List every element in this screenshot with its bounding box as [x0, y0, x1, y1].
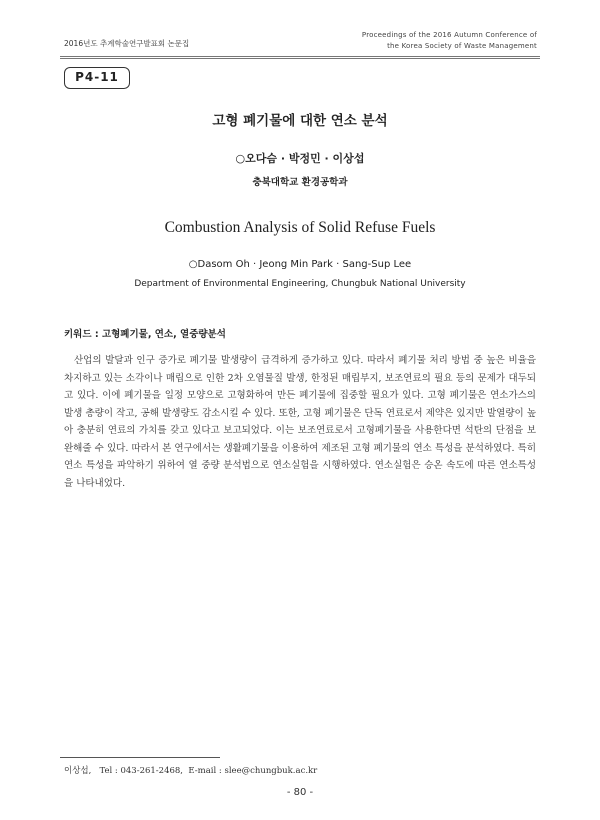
keywords: 키워드 : 고형폐기물, 연소, 열중량분석 [64, 329, 226, 340]
paper-id-badge: P4-11 [64, 67, 130, 89]
english-affiliation: Department of Environmental Engineering, Chungbuk National University [134, 279, 466, 289]
header-right-line1: Proceedings of the 2016 Autumn Conference of [361, 31, 537, 39]
footnote-divider [60, 757, 220, 758]
abstract-body: 산업의 발달과 인구 증가로 폐기물 발생량이 급격하게 증가하고 있다. 따라서 폐기물 처리 방법 중 높은 비율을 차지하고 있는 소각이나 매립으로 인한 2차 오염물질 발생, 한정된 매립부지, 보조연료의 필요 등의 문제가 대두되고 있다. 이에 폐기물을 일정 모양으로 고형화하여 만든 폐기물에 집중할 필요가 있다. 고형 폐기물은 연소가스의 발생 총량이 작고, 공해 발생량도 감소시킬 수 있다. 또한, 고형 폐기물은 단독 연료로서 제약은 있지만 발열량이 높아 충분히 연료의 가치를 갖고 있다고 보고되었다. 이는 보조연료로서 고형폐기물을 사용한다면 석탄의 단점을 보완해줄 수 있다. 따라서 본 연구에서는 생활폐기물을 이용하여 제조된 고형 폐기물의 연소 특성을 분석하였다. 특히 연소 특성을 파악하기 위하여 열 중량 분석법으로 연소실험을 시행하였다. 연소실험은 승온 속도에 따른 연소특성을 나타내었다. [64, 355, 536, 489]
korean-title: 고형 폐기물에 대한 연소 분석 [212, 113, 388, 129]
corresponding-author-footnote: 이상섭, Tel : 043-261-2468, E-mail : slee@chungbuk.ac.kr [64, 766, 318, 776]
english-title: Combustion Analysis of Solid Refuse Fuels [164, 219, 436, 236]
running-header-right [362, 30, 537, 52]
header-right-line2: the Korea Society of Waste Management [387, 42, 537, 50]
korean-affiliation: 충북대학교 환경공학과 [252, 177, 348, 188]
korean-authors: ○오다슴 · 박정민 · 이상섭 [235, 152, 365, 165]
header-rule-lower [60, 58, 540, 59]
header-rule-upper [60, 56, 540, 57]
page-number: - 80 - [286, 787, 314, 798]
running-header-left: 2016년도 추계학술연구발표회 논문집 [64, 39, 190, 48]
english-authors: ○Dasom Oh · Jeong Min Park · Sang-Sup Lee [188, 259, 412, 270]
